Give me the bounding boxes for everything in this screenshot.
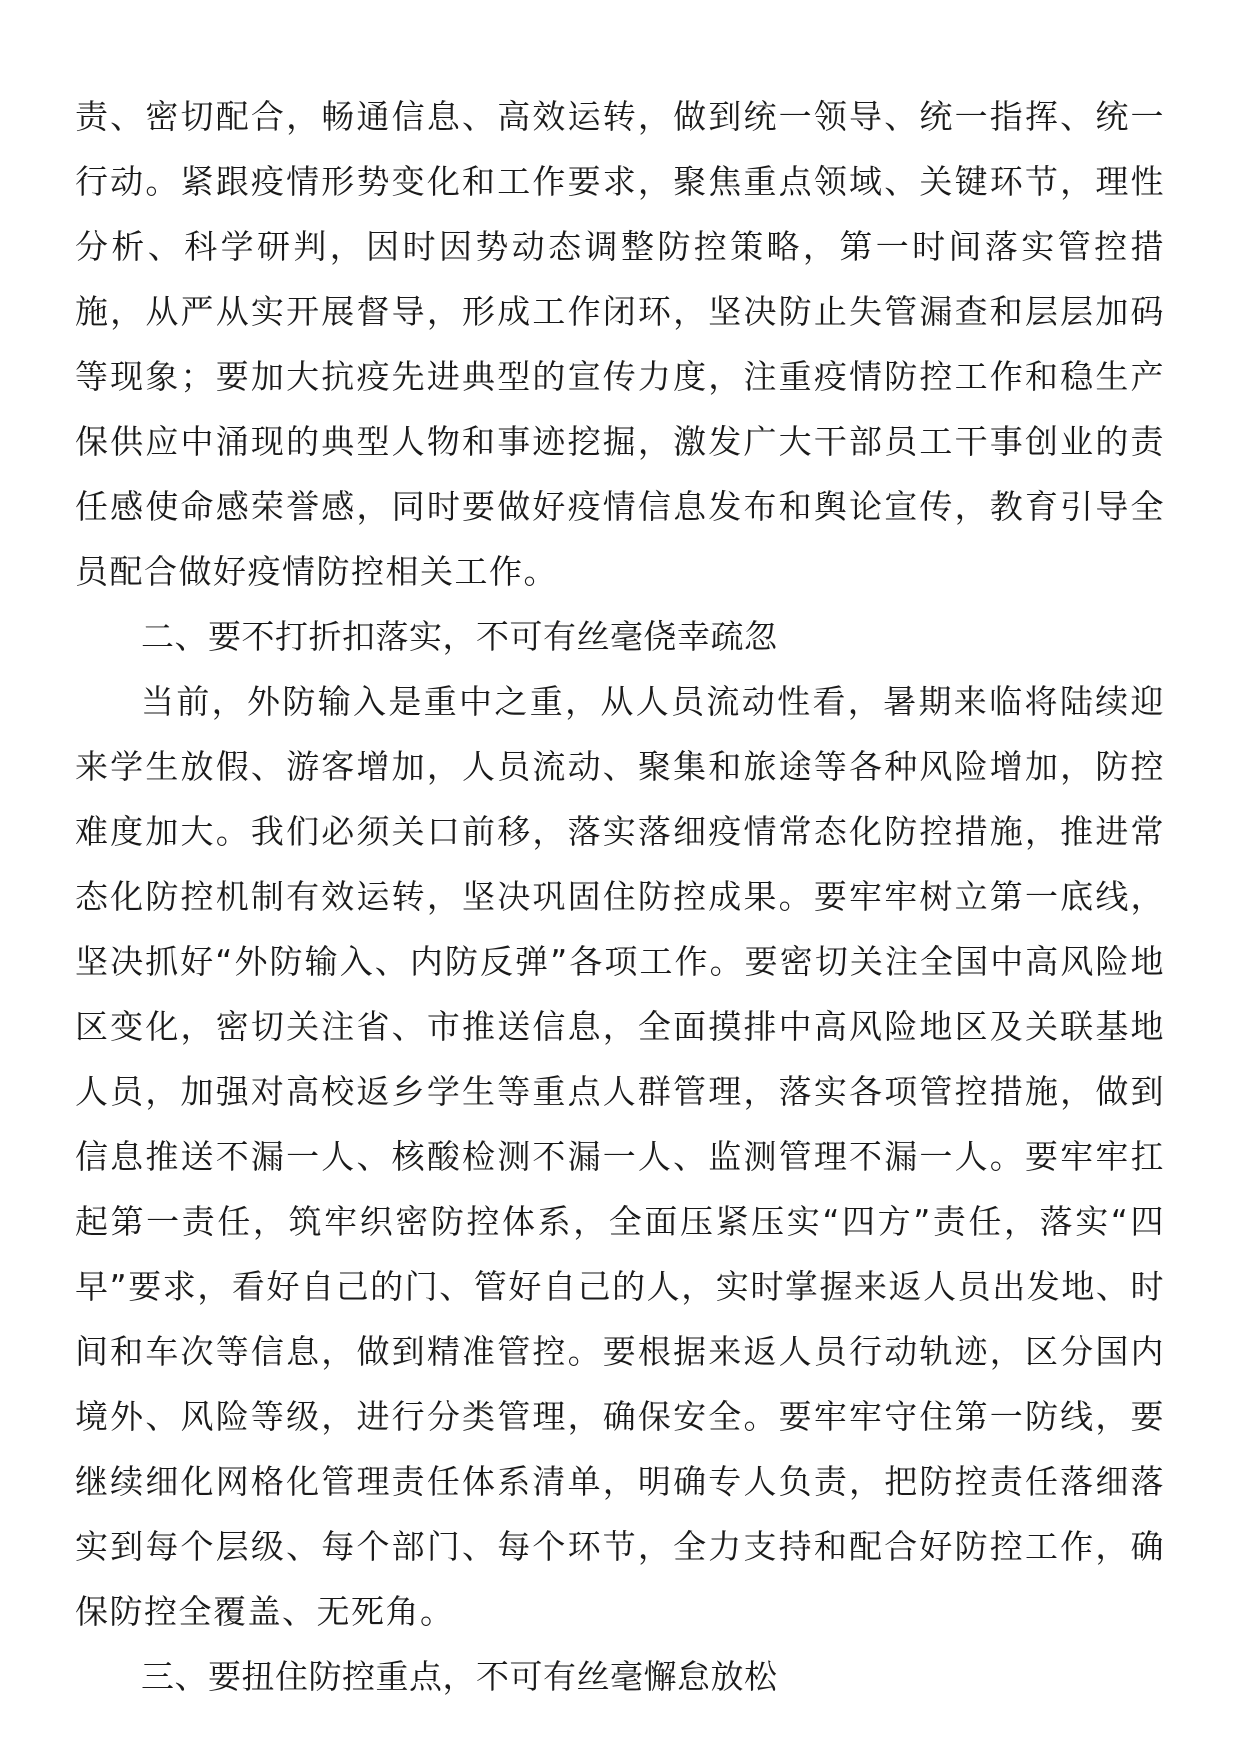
paragraph-continuation: 责、密切配合，畅通信息、高效运转，做到统一领导、统一指挥、统一行动。紧跟疫情形势变化和工作要求，聚焦重点领域、关键环节，理性分析、科学研判，因时因势动态调整防控策略，第一时间落实管控措施，从严从实开展督导，形成工作闭环，坚决防止失管漏查和层层加码等现象；要加大抗疫先进典型的宣传力度，注重疫情防控工作和稳生产保供应中涌现的典型人物和事迹挖掘，激发广大干部员工干事创业的责任感使命感荣誉感，同时要做好疫情信息发布和舆论宣传，教育引导全员配合做好疫情防控相关工作。 [75,97,1165,591]
document-body [75,84,1165,1709]
paragraph-section-two: 当前，外防输入是重中之重，从人员流动性看，暑期来临将陆续迎来学生放假、游客增加，人员流动、聚集和旅途等各种风险增加，防控难度加大。我们必须关口前移，落实落细疫情常态化防控措施，推进常态化防控机制有效运转，坚决巩固住防控成果。要牢牢树立第一底线，坚决抓好“外防输入、内防反弹”各项工作。要密切关注全国中高风险地区变化，密切关注省、市推送信息，全面摸排中高风险地区及关联基地人员，加强对高校返乡学生等重点人群管理，落实各项管控措施，做到信息推送不漏一人、核酸检测不漏一人、监测管理不漏一人。要牢牢扛起第一责任，筑牢织密防控体系，全面压紧压实“四方”责任，落实“四早”要求，看好自己的门、管好自己的人，实时掌握来返人员出发地、时间和车次等信息，做到精准管控。要根据来返人员行动轨迹，区分国内境外、风险等级，进行分类管理，确保安全。要牢牢守住第一防线，要继续细化网格化管理责任体系清单，明确专人负责，把防控责任落细落实到每个层级、每个部门、每个环节，全力支持和配合好防控工作，确保防控全覆盖、无死角。 [75,682,1165,1631]
section-heading-three: 三、要扭住防控重点，不可有丝毫懈怠放松 [141,1657,778,1696]
section-heading-two: 二、要不打折扣落实，不可有丝毫侥幸疏忽 [141,617,778,656]
